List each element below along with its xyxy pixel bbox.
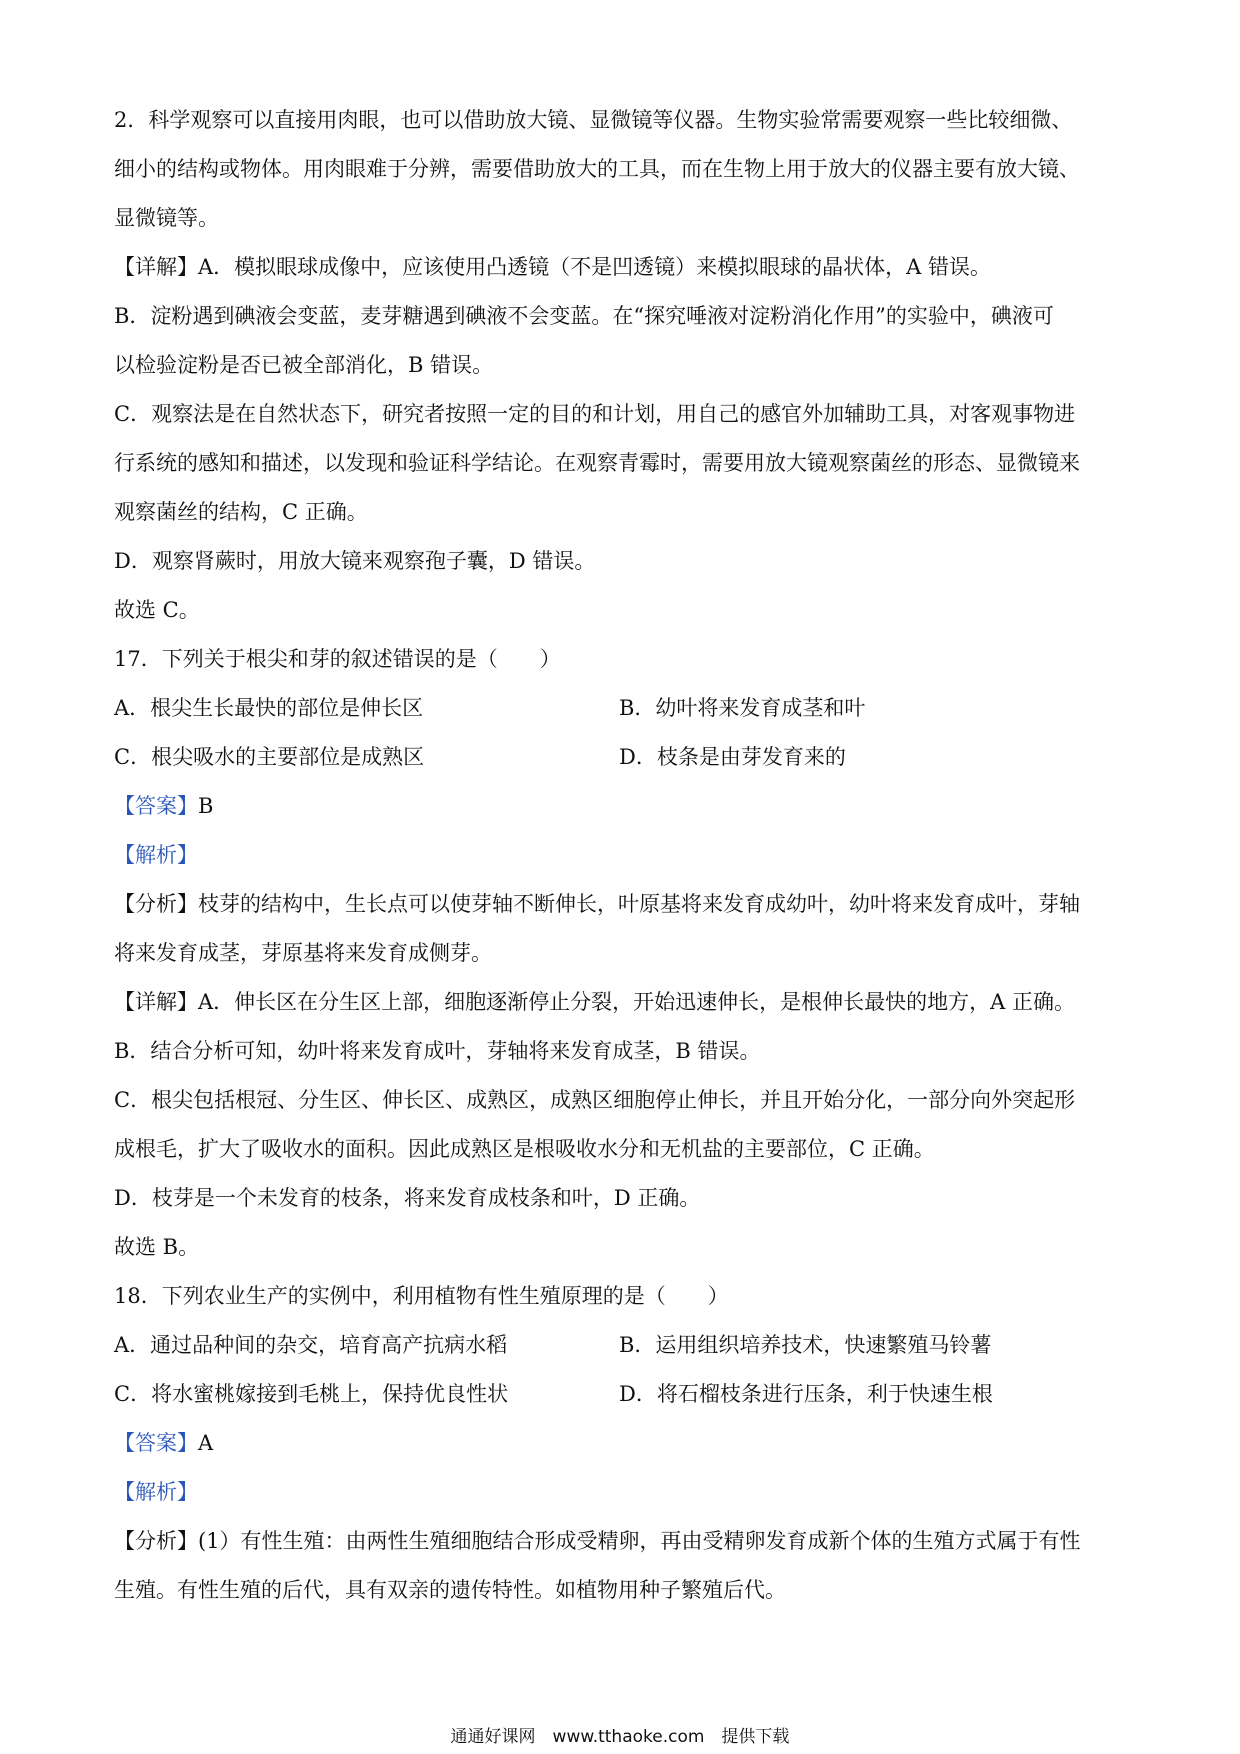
paragraph-line: 故选 B。	[114, 1235, 200, 1259]
option-a: A．根尖生长最快的部位是伸长区	[114, 696, 424, 720]
paragraph-line: B．淀粉遇到碘液会变蓝，麦芽糖遇到碘液不会变蓝。在“探究唾液对淀粉消化作用”的实验中，碘液可	[114, 304, 1054, 328]
question-18-answer	[114, 1419, 1124, 1468]
paragraph-line: 细小的结构或物体。用肉眼难于分辨，需要借助放大的工具，而在生物上用于放大的仪器主要有放大镜、	[114, 157, 1080, 181]
document-page	[114, 96, 1124, 1615]
answer-value: B	[198, 794, 214, 818]
paragraph-line: 【分析】(1）有性生殖：由两性生殖细胞结合形成受精卵，再由受精卵发育成新个体的生殖方式属于有性	[114, 1529, 1081, 1553]
paragraph-line: 行系统的感知和描述，以发现和验证科学结论。在观察青霉时，需要用放大镜观察菌丝的形态、显微镜来	[114, 451, 1080, 475]
question-17-answer	[114, 782, 1124, 831]
answer-tag: 【答案】	[114, 794, 198, 818]
paragraph-line: D．枝芽是一个未发育的枝条，将来发育成枝条和叶，D 正确。	[114, 1186, 701, 1210]
paragraph-line: 2．科学观察可以直接用肉眼，也可以借助放大镜、显微镜等仪器。生物实验常需要观察一些比较细微、	[114, 108, 1073, 132]
question-17-stem: 17．下列关于根尖和芽的叙述错误的是（ ）	[114, 647, 561, 671]
paragraph-line: 【分析】枝芽的结构中，生长点可以使芽轴不断伸长，叶原基将来发育成幼叶，幼叶将来发育成叶，芽轴	[114, 892, 1080, 916]
option-d: D．将石榴枝条进行压条，利于快速生根	[619, 1382, 993, 1406]
analysis-tag: 【解析】	[114, 1480, 198, 1504]
paragraph-line: 生殖。有性生殖的后代，具有双亲的遗传特性。如植物用种子繁殖后代。	[114, 1578, 786, 1602]
option-c: C．将水蜜桃嫁接到毛桃上，保持优良性状	[114, 1382, 509, 1406]
paragraph-line: B．结合分析可知，幼叶将来发育成叶，芽轴将来发育成茎，B 错误。	[114, 1039, 761, 1063]
paragraph-line: 显微镜等。	[114, 206, 219, 230]
paragraph-line: 将来发育成茎，芽原基将来发育成侧芽。	[114, 941, 492, 965]
paragraph-line: D．观察肾蕨时，用放大镜来观察孢子囊，D 错误。	[114, 549, 596, 573]
question-18-options-row-1	[114, 1321, 1124, 1370]
page-footer: 通通好课网 www.tthaoke.com 提供下载	[450, 1727, 790, 1747]
paragraph-line: 【详解】A．模拟眼球成像中，应该使用凸透镜（不是凹透镜）来模拟眼球的晶状体，A 错误。	[114, 255, 992, 279]
option-d: D．枝条是由芽发育来的	[619, 745, 846, 769]
answer-tag: 【答案】	[114, 1431, 198, 1455]
analysis-tag: 【解析】	[114, 843, 198, 867]
question-18-options-row-2	[114, 1370, 1124, 1419]
question-17-options-row-2	[114, 733, 1124, 782]
paragraph-line: 以检验淀粉是否已被全部消化，B 错误。	[114, 353, 494, 377]
paragraph-line: 【详解】A．伸长区在分生区上部，细胞逐渐停止分裂，开始迅速伸长，是根伸长最快的地方，A 正确。	[114, 990, 1076, 1014]
paragraph-line: 故选 C。	[114, 598, 200, 622]
paragraph-line: 观察菌丝的结构，C 正确。	[114, 500, 368, 524]
question-17-options-row-1	[114, 684, 1124, 733]
answer-value: A	[198, 1431, 214, 1455]
option-b: B．运用组织培养技术，快速繁殖马铃薯	[619, 1333, 992, 1357]
paragraph-line: 成根毛，扩大了吸收水的面积。因此成熟区是根吸收水分和无机盐的主要部位，C 正确。	[114, 1137, 935, 1161]
option-a: A．通过品种间的杂交，培育高产抗病水稻	[114, 1333, 508, 1357]
option-b: B．幼叶将来发育成茎和叶	[619, 696, 866, 720]
paragraph-line: C．根尖包括根冠、分生区、伸长区、成熟区，成熟区细胞停止伸长，并且开始分化，一部分向外突起形	[114, 1088, 1076, 1112]
question-18-stem: 18．下列农业生产的实例中，利用植物有性生殖原理的是（ ）	[114, 1284, 729, 1308]
paragraph-line: C．观察法是在自然状态下，研究者按照一定的目的和计划，用自己的感官外加辅助工具，对客观事物进	[114, 402, 1076, 426]
option-c: C．根尖吸水的主要部位是成熟区	[114, 745, 425, 769]
